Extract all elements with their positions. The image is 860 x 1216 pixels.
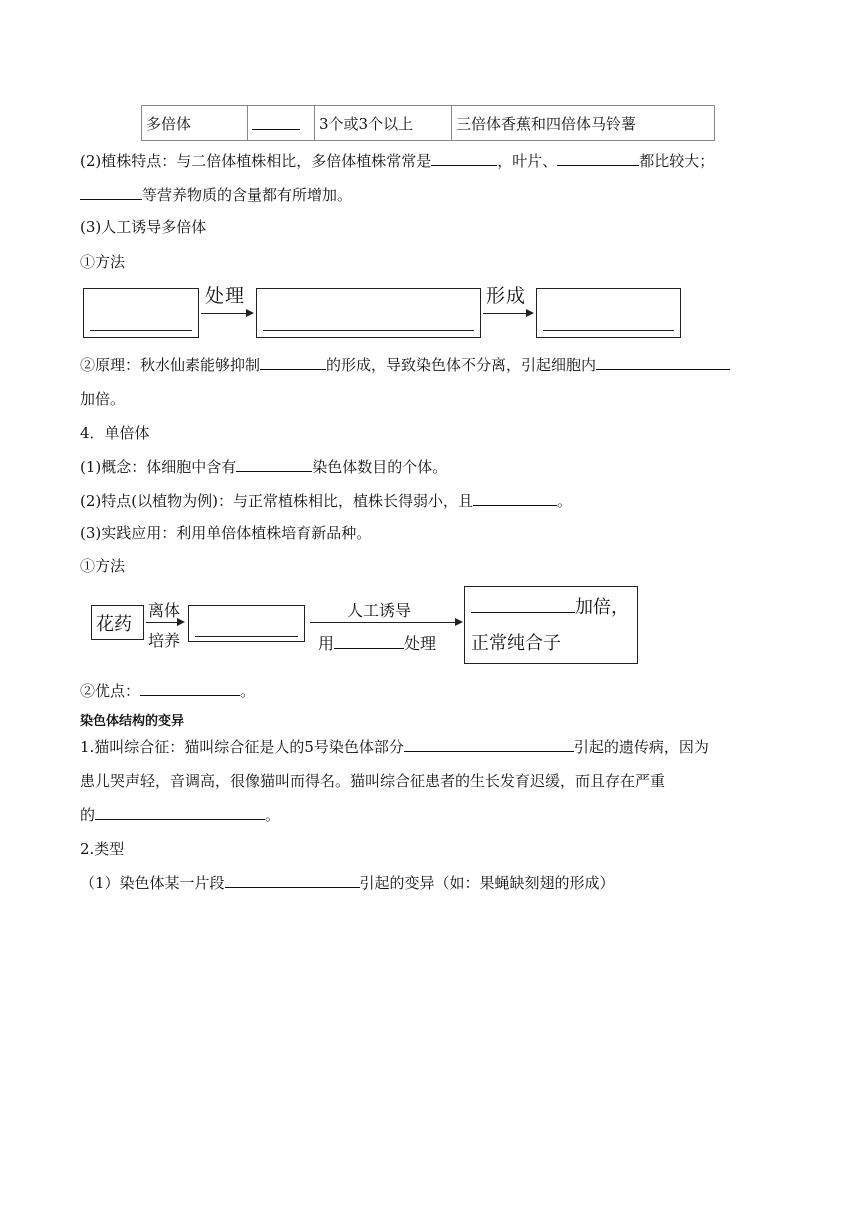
fill-blank[interactable] xyxy=(195,636,298,637)
arrow xyxy=(146,622,178,623)
arrow-head-icon xyxy=(526,309,534,317)
table-cell-sets: 3个或3个以上 xyxy=(315,106,452,141)
haploid-practice: (3)实践应用：利用单倍体植株培育新品种。 xyxy=(80,524,372,542)
flow-label-form: 形成 xyxy=(486,285,527,307)
fill-blank[interactable] xyxy=(252,113,300,130)
type1-line: （1）染色体某一片段 引起的变异（如：果蝇缺刻翅的形成） xyxy=(80,871,615,894)
arrow-head-icon xyxy=(246,309,254,317)
fill-blank[interactable] xyxy=(473,489,557,506)
table-cell-type: 多倍体 xyxy=(142,106,248,141)
fill-blank[interactable] xyxy=(596,353,730,370)
flow-label-use: 用 处理 xyxy=(318,634,437,653)
cat-cry-line3: 的 。 xyxy=(80,803,280,826)
table-cell-example: 三倍体香蕉和四倍体马铃薯 xyxy=(452,106,715,141)
fill-blank[interactable] xyxy=(431,149,497,166)
arrow xyxy=(201,313,247,314)
fill-blank[interactable] xyxy=(404,735,574,752)
table-cell-blank xyxy=(248,106,315,141)
haploid-feature: (2)特点(以植物为例)：与正常植株相比，植株长得弱小，且 。 xyxy=(80,489,572,512)
arrow-head-icon xyxy=(177,618,185,626)
ploidy-table xyxy=(141,105,715,141)
fill-blank[interactable] xyxy=(263,330,474,331)
anther-label: 花药 xyxy=(96,614,132,635)
fill-blank[interactable] xyxy=(140,679,240,696)
flow-box-end xyxy=(536,288,681,338)
induce-polyploid-heading: (3)人工诱导多倍体 xyxy=(80,218,207,236)
arrow-head-icon xyxy=(455,618,463,626)
principle-line2: 加倍。 xyxy=(80,390,126,408)
structure-heading: 染色体结构的变异 xyxy=(80,714,185,729)
arrow xyxy=(483,313,527,314)
fill-blank[interactable] xyxy=(236,455,312,472)
fill-blank[interactable] xyxy=(90,330,192,331)
plant-features-line2: 等营养物质的含量都有所增加。 xyxy=(80,183,352,206)
arrow xyxy=(310,622,456,623)
fill-blank[interactable] xyxy=(543,330,674,331)
fill-blank[interactable] xyxy=(260,353,326,370)
principle-line1: ②原理：秋水仙素能够抑制 的形成，导致染色体不分离，引起细胞内 xyxy=(80,353,730,376)
flow-box-anther xyxy=(91,605,144,640)
result-line1: 加倍， xyxy=(471,593,629,619)
flow-label-culture: 培养 xyxy=(148,631,181,650)
fill-blank[interactable] xyxy=(471,594,575,613)
flow-box-middle xyxy=(256,288,481,338)
result-line2: 正常纯合子 xyxy=(471,633,561,654)
method-heading: ①方法 xyxy=(80,253,126,271)
plant-features-line1: (2)植株特点：与二倍体植株相比，多倍体植株常常是 ，叶片、 都比较大； xyxy=(80,149,714,172)
flow-label-process: 处理 xyxy=(205,285,246,307)
cat-cry-line1: 1.猫叫综合征：猫叫综合征是人的5号染色体部分 引起的遗传病，因为 xyxy=(80,735,709,758)
haploid-advantage: ②优点： 。 xyxy=(80,679,255,702)
fill-blank[interactable] xyxy=(80,183,142,200)
types-heading: 2.类型 xyxy=(80,840,125,858)
flow-box-result xyxy=(464,586,638,664)
fill-blank[interactable] xyxy=(557,149,639,166)
haploid-heading: 4．单倍体 xyxy=(80,424,150,442)
cat-cry-line2: 患儿哭声轻，音调高，很像猫叫而得名。猫叫综合征患者的生长发育迟缓，而且存在严重 xyxy=(80,772,666,790)
flow-box-plant xyxy=(188,605,305,642)
table-row xyxy=(142,106,715,141)
fill-blank[interactable] xyxy=(225,871,360,888)
fill-blank[interactable] xyxy=(95,803,265,820)
flow-label-induce: 人工诱导 xyxy=(347,601,412,620)
flow-box-start xyxy=(83,288,199,338)
haploid-concept: (1)概念：体细胞中含有 染色体数目的个体。 xyxy=(80,455,447,478)
haploid-method-heading: ①方法 xyxy=(80,557,126,575)
fill-blank[interactable] xyxy=(334,634,404,649)
flow-label-isolated: 离体 xyxy=(148,601,181,620)
